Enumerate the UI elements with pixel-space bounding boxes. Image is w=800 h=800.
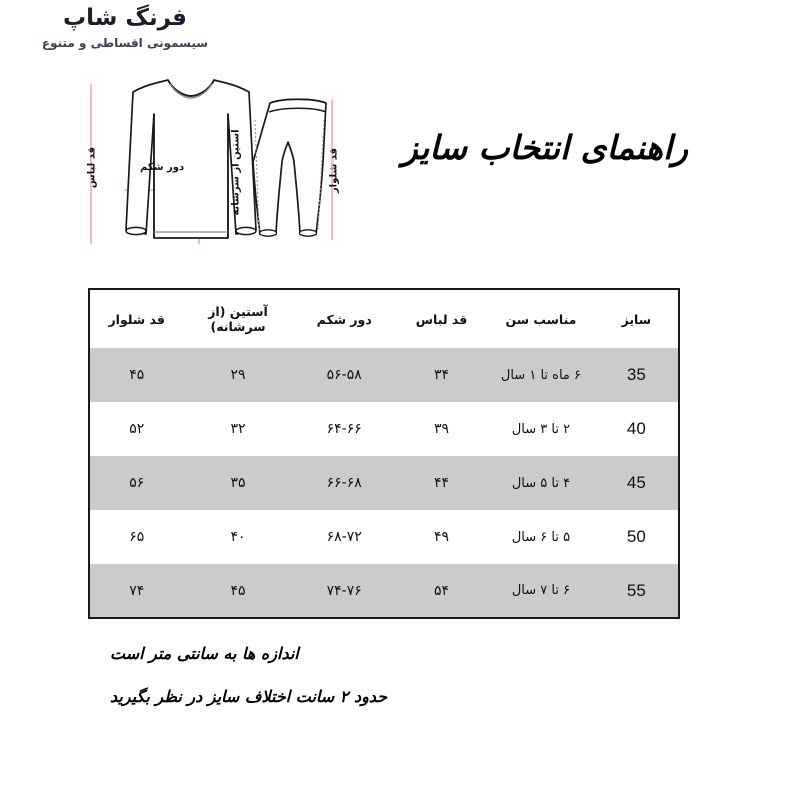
table-row (89, 564, 679, 618)
cell-dress-length: ۴۹ (434, 529, 450, 545)
size-table (88, 288, 680, 619)
cell-waist: ۷۴-۷۶ (326, 582, 362, 599)
cell-size: 55 (626, 580, 646, 600)
sleeve-length-label: آستین از سرشانه (230, 129, 242, 216)
table-row (89, 348, 679, 402)
notes-section (110, 645, 710, 705)
cell-sleeve: ۲۹ (230, 367, 246, 383)
column-header-dress-length: قد لباس (396, 289, 487, 348)
cell-age: ۵ تا ۶ سال (511, 529, 571, 545)
cell-dress-length: ۳۹ (434, 421, 450, 437)
table-header (89, 289, 679, 348)
page-title: راهنمای انتخاب سایز (401, 128, 689, 167)
column-header-pants-length: قد شلوار (89, 289, 183, 348)
garment-illustration (78, 62, 388, 267)
table-row (89, 402, 679, 456)
shirt-length-label: قد لباس (86, 146, 98, 189)
table-header-row (89, 289, 679, 348)
cell-dress-length: ۳۴ (434, 367, 450, 383)
cell-pants-length: ۵۲ (129, 421, 145, 437)
brand-tagline: سیسمونی اقساطی و متنوع (41, 36, 209, 51)
cell-pants-length: ۶۵ (129, 529, 145, 545)
cell-waist: ۵۶-۵۸ (326, 367, 362, 383)
cell-dress-length: ۴۴ (434, 475, 450, 491)
left-cuff (126, 227, 146, 234)
chest-circumference-label: دور شکم (140, 162, 185, 173)
pants-length-label: قد شلوار (328, 147, 340, 194)
column-header-size: سایز (595, 289, 679, 348)
cell-pants-length: ۴۵ (129, 367, 145, 383)
table-body (89, 348, 679, 618)
right-ankle-cuff (300, 230, 317, 236)
cell-size: 45 (626, 473, 646, 492)
pants-outline (253, 99, 326, 236)
size-chart (88, 288, 680, 619)
cell-age: ۶ ماه تا ۱ سال (500, 367, 582, 383)
cell-pants-length: ۷۴ (129, 582, 145, 599)
cell-size: 40 (626, 419, 646, 438)
cell-age: ۴ تا ۵ سال (511, 475, 571, 491)
column-header-waist: دور شکم (293, 289, 396, 348)
right-cuff (236, 227, 256, 234)
table-row (89, 456, 679, 510)
cell-dress-length: ۵۴ (434, 582, 450, 599)
brand-logo (0, 6, 250, 50)
cell-sleeve: ۴۵ (230, 582, 246, 599)
table-row (89, 510, 679, 564)
column-header-sleeve: آستین (از سرشانه) (183, 289, 292, 348)
note-unit: اندازه ها به سانتی متر است (110, 644, 299, 663)
note-tolerance: حدود ۲ سانت اختلاف سایز در نظر بگیرید (110, 686, 388, 706)
cell-age: ۲ تا ۳ سال (511, 421, 571, 437)
left-ankle-cuff (260, 230, 277, 236)
cell-sleeve: ۳۵ (230, 475, 246, 491)
cell-sleeve: ۳۲ (230, 421, 246, 437)
cell-waist: ۶۸-۷۲ (326, 529, 362, 545)
cell-pants-length: ۵۶ (129, 475, 145, 491)
column-header-age: مناسب سن (487, 289, 594, 348)
cell-size: 35 (626, 365, 646, 384)
cell-sleeve: ۴۰ (230, 529, 246, 545)
brand-name: فرنگ شاپ (63, 5, 187, 31)
cell-waist: ۶۶-۶۸ (326, 475, 362, 491)
cell-waist: ۶۴-۶۶ (326, 421, 362, 437)
cell-size: 50 (626, 527, 646, 546)
cell-age: ۶ تا ۷ سال (511, 583, 571, 598)
